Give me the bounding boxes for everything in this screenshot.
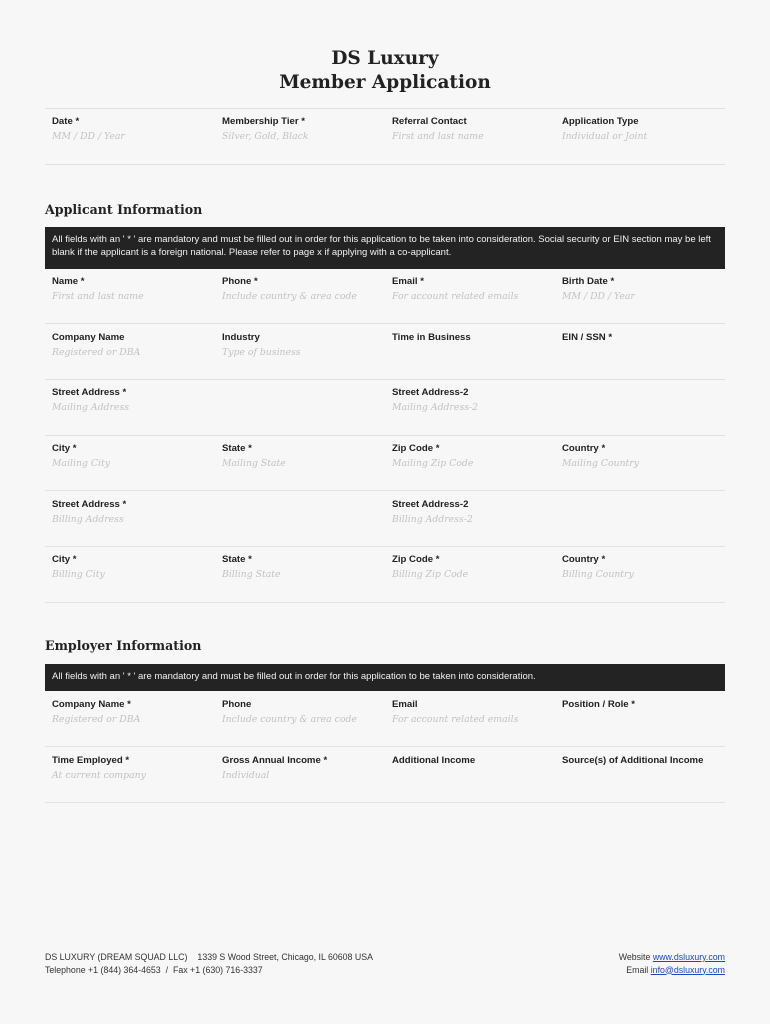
field-label: Time in Business [392,332,471,343]
birth-date-field[interactable] [555,269,725,323]
applicant-row-2 [45,325,725,380]
field-label: Birth Date * [562,276,615,287]
field-label: State * [222,443,252,454]
billing-street-address-2-field[interactable] [385,492,725,546]
company-name-field[interactable] [45,325,215,379]
footer-email-label: Email [626,964,649,975]
title-line-1: DS Luxury [331,48,439,69]
field-label: Street Address-2 [392,387,469,398]
field-label: Industry [222,332,260,343]
field-label: Phone * [222,276,258,287]
field-label: State * [222,554,252,565]
field-label: Street Address * [52,387,127,398]
field-label: Application Type [562,116,639,127]
employer-email-field[interactable] [385,692,555,746]
field-label: Email [392,699,418,710]
field-placeholder: For account related emails [392,714,519,725]
billing-country-field[interactable] [555,547,725,602]
field-placeholder: Individual [222,770,270,781]
field-label: Referral Contact [392,116,467,127]
mailing-city-field[interactable] [45,436,215,490]
field-placeholder: MM / DD / Year [562,291,635,302]
mailing-street-address-field[interactable] [45,380,385,435]
footer-website-label: Website [618,952,651,962]
membership-tier-field[interactable] [215,109,385,164]
field-label: Membership Tier * [222,116,305,127]
time-employed-field[interactable] [45,748,215,802]
field-placeholder: Mailing City [52,458,110,469]
field-placeholder: First and last name [52,291,144,302]
applicant-row-5 [45,492,725,547]
additional-income-field[interactable] [385,748,555,802]
applicant-notice: All fields with an ' * ' are mandatory and must be filled out in order for this application to be taken into consideration. Social security or EIN section may be left blank if the applicant is a foreign national. Please refer to page x if applying with a co-applicant. [45,227,725,269]
field-placeholder: Billing State [222,569,281,580]
field-placeholder: Billing City [52,569,105,580]
field-placeholder: Billing Address [52,514,124,525]
field-label: Additional Income [392,755,476,766]
application-type-field[interactable] [555,109,725,164]
footer-address: 1339 S Wood Street, Chicago, IL 60608 USA [197,952,373,962]
top-fields-row [45,108,725,165]
field-placeholder: At current company [52,770,146,781]
email-field[interactable] [385,269,555,323]
field-label: EIN / SSN * [562,332,613,343]
field-placeholder: Silver, Gold, Black [222,131,309,142]
applicant-row-6 [45,547,725,603]
employer-company-name-field[interactable] [45,692,215,746]
field-placeholder: Include country & area code [222,714,357,725]
field-label: City * [52,443,77,454]
field-placeholder: For account related emails [392,291,519,302]
field-label: Country * [562,554,606,565]
billing-city-field[interactable] [45,547,215,602]
footer-fax: Fax +1 (630) 716-3337 [172,964,263,975]
referral-contact-field[interactable] [385,109,555,164]
mailing-street-address-2-field[interactable] [385,380,725,435]
field-label: Street Address * [52,499,127,510]
applicant-row-1 [45,269,725,324]
footer-telephone: Telephone +1 (844) 364-4653 [45,964,161,975]
field-placeholder: Individual or Joint [562,131,648,142]
field-placeholder: Mailing State [222,458,286,469]
employer-notice: All fields with an ' * ' are mandatory and must be filled out in order for this application to be taken into consideration. [45,664,725,691]
field-label: Country * [562,443,606,454]
field-label: Zip Code * [392,443,440,454]
phone-field[interactable] [215,269,385,323]
field-placeholder: Mailing Country [562,458,639,469]
employer-section-title: Employer Information [45,638,202,653]
applicant-row-3 [45,380,725,436]
application-page [45,0,725,1024]
footer-contact [45,951,373,976]
field-label: Gross Annual Income * [222,755,328,766]
field-placeholder: Mailing Zip Code [392,458,474,469]
field-placeholder: Mailing Address-2 [392,402,479,413]
website-link[interactable]: www.dsluxury.com [652,952,725,962]
field-placeholder: Billing Address-2 [392,514,473,525]
field-label: Street Address-2 [392,499,469,510]
additional-income-source-field[interactable] [555,748,725,802]
field-label: Name * [52,276,85,287]
field-placeholder: Billing Zip Code [392,569,469,580]
name-field[interactable] [45,269,215,323]
title-line-2: Member Application [279,72,491,93]
applicant-section-title: Applicant Information [45,202,203,217]
field-placeholder: Mailing Address [52,402,129,413]
field-label: Time Employed * [52,755,130,766]
employer-phone-field[interactable] [215,692,385,746]
footer-divider: / [165,964,169,975]
field-label: Company Name * [52,699,131,710]
field-placeholder: Registered or DBA [52,347,141,358]
ein-ssn-field[interactable] [555,325,725,379]
field-label: Position / Role * [562,699,636,710]
applicant-row-4 [45,436,725,491]
industry-field[interactable] [215,325,385,379]
field-placeholder: Registered or DBA [52,714,141,725]
field-label: City * [52,554,77,565]
date-field[interactable] [45,109,215,164]
field-label: Phone [222,699,252,710]
employer-row-2 [45,748,725,803]
mailing-zip-field[interactable] [385,436,555,490]
email-link[interactable]: info@dsluxury.com [650,964,725,975]
gross-annual-income-field[interactable] [215,748,385,802]
footer-company: DS LUXURY (DREAM SQUAD LLC) [45,952,188,962]
field-placeholder: Billing Country [562,569,634,580]
position-role-field[interactable] [555,692,725,746]
field-label: Company Name [52,332,125,343]
field-label: Zip Code * [392,554,440,565]
page-title [45,47,725,95]
mailing-country-field[interactable] [555,436,725,490]
field-placeholder: First and last name [392,131,484,142]
billing-zip-field[interactable] [385,547,555,602]
field-label: Email * [392,276,424,287]
field-label: Date * [52,116,80,127]
billing-street-address-field[interactable] [45,492,385,546]
billing-state-field[interactable] [215,547,385,602]
field-placeholder: Include country & area code [222,291,357,302]
field-placeholder: Type of business [222,347,301,358]
time-in-business-field[interactable] [385,325,555,379]
footer-links [619,951,725,976]
field-label: Source(s) of Additional Income [562,755,704,766]
mailing-state-field[interactable] [215,436,385,490]
field-placeholder: MM / DD / Year [52,131,125,142]
employer-row-1 [45,692,725,747]
